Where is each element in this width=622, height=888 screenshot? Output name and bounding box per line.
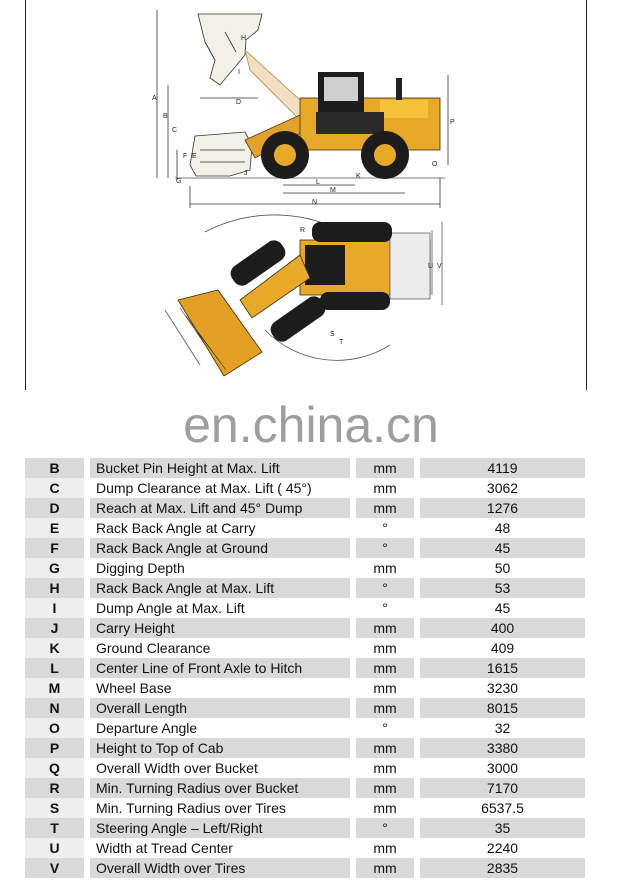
spec-value: 1615 bbox=[417, 658, 585, 678]
spec-value: 3230 bbox=[486, 680, 519, 696]
spec-description: Overall Width over Bucket bbox=[87, 758, 353, 778]
label-N: N bbox=[312, 199, 318, 206]
spec-description: Width at Tread Center bbox=[87, 838, 353, 858]
spec-description: Overall Width over Tires bbox=[87, 858, 353, 878]
spec-unit: mm bbox=[353, 738, 417, 758]
spec-unit: mm bbox=[353, 858, 417, 878]
label-A: A bbox=[152, 95, 157, 102]
spec-value: 409 bbox=[490, 640, 515, 656]
spec-description: Overall Length bbox=[87, 698, 353, 718]
spec-description: Wheel Base bbox=[87, 678, 353, 698]
spec-description: Rack Back Angle at Max. Lift bbox=[87, 578, 353, 598]
spec-code: V bbox=[25, 858, 87, 878]
spec-description: Digging Depth bbox=[87, 558, 353, 578]
table-row bbox=[25, 838, 585, 858]
spec-code: M bbox=[25, 678, 87, 698]
spec-description: Reach at Max. Lift and 45° Dump bbox=[87, 498, 353, 518]
table-row bbox=[25, 778, 585, 798]
table-row bbox=[25, 458, 585, 478]
spec-unit: ° bbox=[353, 538, 417, 558]
table-row bbox=[25, 538, 585, 558]
table-row bbox=[25, 578, 585, 598]
spec-code: R bbox=[25, 778, 87, 798]
spec-unit: mm bbox=[353, 558, 417, 578]
table-row bbox=[25, 618, 585, 638]
label-V: V bbox=[437, 263, 442, 270]
spec-unit: ° bbox=[353, 718, 417, 738]
spec-value: 7170 bbox=[417, 778, 585, 798]
table-row bbox=[25, 658, 585, 678]
spec-unit: mm bbox=[353, 498, 417, 518]
spec-unit: mm bbox=[353, 758, 417, 778]
loader-dimension-drawing bbox=[0, 0, 622, 395]
spec-unit: ° bbox=[353, 818, 417, 838]
label-B: B bbox=[163, 113, 168, 120]
spec-description: Departure Angle bbox=[87, 718, 353, 738]
spec-code: J bbox=[25, 618, 87, 638]
label-I: I bbox=[238, 69, 240, 76]
spec-code: Q bbox=[25, 758, 87, 778]
spec-unit: ° bbox=[353, 518, 417, 538]
spec-unit: mm bbox=[353, 618, 417, 638]
table-row bbox=[25, 718, 585, 738]
spec-description: Rack Back Angle at Ground bbox=[87, 538, 353, 558]
spec-code: F bbox=[25, 538, 87, 558]
spec-unit: mm bbox=[353, 478, 417, 498]
spec-description: Height to Top of Cab bbox=[87, 738, 353, 758]
spec-description: Min. Turning Radius over Bucket bbox=[87, 778, 353, 798]
spec-unit: mm bbox=[353, 778, 417, 798]
table-row bbox=[25, 738, 585, 758]
spec-code: S bbox=[25, 798, 87, 818]
spec-value: 4119 bbox=[417, 458, 585, 478]
spec-value: 400 bbox=[417, 618, 585, 638]
spec-value: 50 bbox=[494, 560, 511, 576]
spec-value: 3062 bbox=[486, 480, 519, 496]
table-row bbox=[25, 498, 585, 518]
table-row bbox=[25, 758, 585, 778]
label-E: E bbox=[192, 153, 197, 160]
spec-code: B bbox=[25, 458, 87, 478]
spec-unit: mm bbox=[353, 678, 417, 698]
spec-code: T bbox=[25, 818, 87, 838]
label-O: O bbox=[432, 161, 438, 168]
spec-description: Min. Turning Radius over Tires bbox=[87, 798, 353, 818]
spec-code: C bbox=[25, 478, 87, 498]
spec-unit: mm bbox=[353, 638, 417, 658]
spec-value: 53 bbox=[417, 578, 585, 598]
label-R: R bbox=[300, 227, 306, 234]
spec-description: Center Line of Front Axle to Hitch bbox=[87, 658, 353, 678]
spec-code: N bbox=[25, 698, 87, 718]
spec-unit: mm bbox=[353, 798, 417, 818]
table-row bbox=[25, 678, 585, 698]
spec-value: 2835 bbox=[417, 858, 585, 878]
spec-code: H bbox=[25, 578, 87, 598]
label-G: G bbox=[176, 178, 182, 185]
label-S: S bbox=[330, 331, 335, 338]
spec-value: 6537.5 bbox=[481, 800, 524, 816]
label-H: H bbox=[241, 35, 247, 42]
label-D: D bbox=[236, 99, 242, 106]
spec-value: 2240 bbox=[486, 840, 519, 856]
label-F: F bbox=[183, 153, 188, 160]
spec-unit: mm bbox=[353, 838, 417, 858]
table-row bbox=[25, 598, 585, 618]
spec-value: 3380 bbox=[417, 738, 585, 758]
spec-code: K bbox=[25, 638, 87, 658]
spec-code: G bbox=[25, 558, 87, 578]
spec-code: P bbox=[25, 738, 87, 758]
label-C: C bbox=[172, 127, 178, 134]
table-row bbox=[25, 478, 585, 498]
spec-table bbox=[25, 458, 585, 878]
label-P: P bbox=[450, 119, 455, 126]
table-row bbox=[25, 818, 585, 838]
spec-unit: mm bbox=[353, 658, 417, 678]
spec-value: 8015 bbox=[417, 698, 585, 718]
spec-unit: ° bbox=[353, 598, 417, 618]
spec-value: 48 bbox=[494, 520, 511, 536]
spec-description: Ground Clearance bbox=[87, 638, 353, 658]
spec-unit: ° bbox=[353, 578, 417, 598]
spec-description: Rack Back Angle at Carry bbox=[87, 518, 353, 538]
spec-code: U bbox=[25, 838, 87, 858]
top-view bbox=[165, 215, 442, 376]
spec-description: Dump Clearance at Max. Lift ( 45°) bbox=[87, 478, 353, 498]
spec-code: O bbox=[25, 718, 87, 738]
label-L: L bbox=[316, 179, 320, 186]
watermark: en.china.cn bbox=[183, 397, 439, 453]
label-T: T bbox=[339, 339, 344, 346]
spec-unit: mm bbox=[353, 458, 417, 478]
spec-code: D bbox=[25, 498, 87, 518]
spec-value: 45 bbox=[494, 600, 511, 616]
label-U: U bbox=[428, 263, 434, 270]
spec-value: 1276 bbox=[417, 498, 585, 518]
label-J: J bbox=[244, 170, 248, 177]
spec-code: E bbox=[25, 518, 87, 538]
spec-value: 45 bbox=[417, 538, 585, 558]
spec-value: 3000 bbox=[486, 760, 519, 776]
label-K: K bbox=[356, 173, 361, 180]
spec-description: Carry Height bbox=[87, 618, 353, 638]
spec-description: Dump Angle at Max. Lift bbox=[87, 598, 353, 618]
table-row bbox=[25, 858, 585, 878]
spec-code: L bbox=[25, 658, 87, 678]
table-row bbox=[25, 638, 585, 658]
table-row bbox=[25, 798, 585, 818]
table-row bbox=[25, 698, 585, 718]
spec-description: Bucket Pin Height at Max. Lift bbox=[87, 458, 353, 478]
table-row bbox=[25, 558, 585, 578]
label-M: M bbox=[330, 187, 336, 194]
spec-value: 35 bbox=[417, 818, 585, 838]
spec-description: Steering Angle – Left/Right bbox=[87, 818, 353, 838]
spec-value: 32 bbox=[494, 720, 511, 736]
spec-code: I bbox=[25, 598, 87, 618]
table-row bbox=[25, 518, 585, 538]
spec-unit: mm bbox=[353, 698, 417, 718]
